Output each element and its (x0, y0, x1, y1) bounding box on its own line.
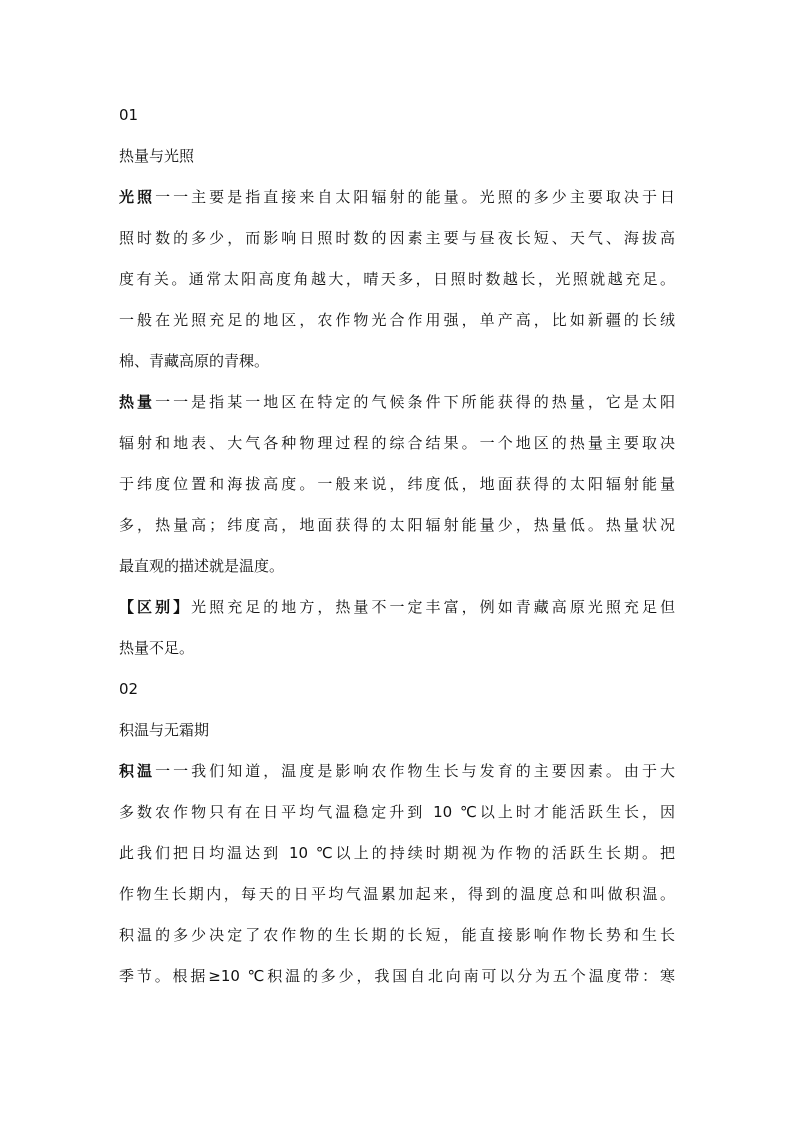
document-page (119, 95, 675, 997)
section-number-02: 02 (119, 680, 139, 698)
paragraph-text: 作物生长期内，每天的日平均气温累加起来，得到的温度总和叫做积温。 (119, 885, 675, 903)
term-difference: 【区别】 (119, 598, 192, 616)
paragraph-text: 辐射和地表、大气各种物理过程的综合结果。一个地区的热量主要取决 (119, 434, 675, 452)
term-light: 光照 (119, 188, 156, 206)
paragraph-text: 一一我们知道，温度是影响农作物生长与发育的主要因素。由于大 (155, 762, 675, 780)
paragraph-text: 此我们把日均温达到 10 ℃以上的持续时期视为作物的活跃生长期。把 (119, 844, 675, 862)
paragraph-text: 多数农作物只有在日平均气温稳定升到 10 ℃以上时才能活跃生长，因 (119, 803, 675, 821)
section-title-heat-and-light: 热量与光照 (119, 147, 195, 165)
term-heat: 热量 (119, 393, 156, 411)
paragraph-text: 于纬度位置和海拔高度。一般来说，纬度低，地面获得的太阳辐射能量 (119, 475, 675, 493)
paragraph-heat (119, 382, 675, 587)
paragraph-text: 度有关。通常太阳高度角越大，晴天多，日照时数越长，光照就越充足。 (119, 270, 675, 288)
paragraph-accumulated-temperature (119, 751, 675, 997)
paragraph-text: 热量不足。 (119, 639, 195, 657)
term-accumulated-temperature: 积温 (119, 762, 156, 780)
paragraph-text: 棉、青藏高原的青稞。 (119, 352, 270, 370)
paragraph-text: 照时数的多少，而影响日照时数的因素主要与昼夜长短、天气、海拔高 (119, 229, 675, 247)
paragraph-text: 光照充足的地方，热量不一定丰富，例如青藏高原光照充足但 (191, 598, 675, 616)
paragraph-text: 季节。根据≥10 ℃积温的多少，我国自北向南可以分为五个温度带：寒 (119, 967, 675, 985)
paragraph-text: 一一是指某一地区在特定的气候条件下所能获得的热量，它是太阳 (155, 393, 675, 411)
paragraph-light (119, 177, 675, 382)
section-number-01: 01 (119, 106, 139, 124)
paragraph-difference (119, 587, 675, 669)
section-title-accumulated-temperature: 积温与无霜期 (119, 721, 210, 739)
paragraph-text: 一般在光照充足的地区，农作物光合作用强，单产高，比如新疆的长绒 (119, 311, 675, 329)
paragraph-text: 一一主要是指直接来自太阳辐射的能量。光照的多少主要取决于日 (155, 188, 675, 206)
paragraph-text: 最直观的描述就是温度。 (119, 557, 285, 575)
paragraph-text: 多，热量高；纬度高，地面获得的太阳辐射能量少，热量低。热量状况 (119, 516, 675, 534)
paragraph-text: 积温的多少决定了农作物的生长期的长短，能直接影响作物长势和生长 (119, 926, 675, 944)
